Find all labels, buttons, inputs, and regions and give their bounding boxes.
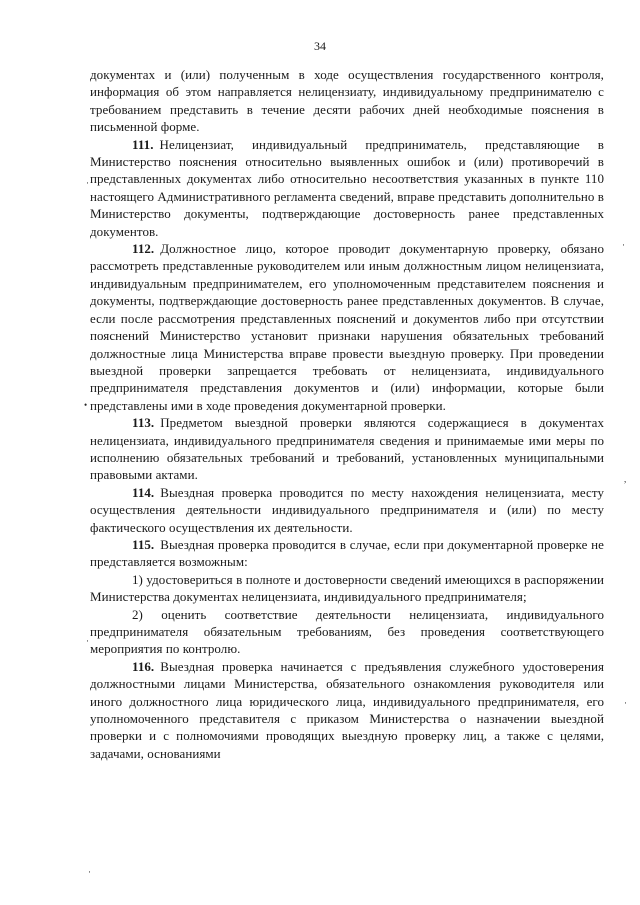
paragraph-text: Выездная проверка проводится по месту нахождения нелицензиата, месту осуществления деятельности индивидуального предпринимателя и (или) по месту фактического осуществления их деятельности. bbox=[90, 484, 604, 535]
list-item-2 bbox=[90, 606, 604, 658]
paragraph-113 bbox=[90, 414, 604, 484]
paragraph-116 bbox=[90, 658, 604, 762]
scan-speck: · bbox=[86, 636, 89, 646]
paragraph-text: 1) удостовериться в полноте и достоверности сведений имеющихся в распоряжении Министерства документах нелицензиата, индивидуального предпринимателя; bbox=[90, 571, 604, 605]
paragraph-112 bbox=[90, 240, 604, 414]
paragraph-text: 2) оценить соответствие деятельности нелицензиата, индивидуального предпринимателя обязательным требованиям, без проведения соответствующего мероприятия по контролю. bbox=[90, 606, 604, 657]
scan-speck: · bbox=[624, 698, 627, 708]
paragraph-text: Должностное лицо, которое проводит документарную проверку, обязано рассмотреть представленные руководителем или иным должностным лицом нелицензиата, индивидуальным предпринимателем, его уполномоченным представителем пояснения и документы, подтверждающие достоверность ранее представленных документов. В случае, если после рассмотрения представленных пояснений и документов либо при отсутствии пояснений Министерство установит признаки нарушения обязательных требований должностные лица Министерства вправе провести выездную проверку. При проведении выездной проверки запрещается требовать от нелицензиата, индивидуального предпринимателя представления документов и (или) информации, которые были представлены ими в ходе проведения документарной проверки. bbox=[90, 241, 604, 413]
paragraph-114 bbox=[90, 484, 604, 536]
scan-speck: · bbox=[86, 178, 89, 188]
paragraph-115 bbox=[90, 536, 604, 571]
scan-speck: , bbox=[624, 474, 627, 484]
paragraph-number: 116. bbox=[132, 658, 155, 674]
paragraph-text: Выездная проверка начинается с предъявления служебного удостоверения должностными лицами Министерства, обязательного ознакомления руководителя или иного должностного лица юридического лица, индивидуального предпринимателя, его уполномоченного представителя с приказом Министерства о назначении выездной проверки и с полномочиями проводящих выездную проверку лиц, а также с целями, задачами, основаниями bbox=[90, 658, 604, 761]
paragraph-text: Предметом выездной проверки являются содержащиеся в документах нелицензиата, индивидуального предпринимателя сведения и принимаемые ими меры по исполнению обязательных требований и требований, установленных муниципальными правовыми актами. bbox=[90, 415, 604, 483]
document-body bbox=[90, 66, 604, 762]
paragraph-111 bbox=[90, 136, 604, 240]
scan-speck: · bbox=[622, 240, 625, 250]
paragraph-number: 111. bbox=[132, 136, 154, 152]
paragraph-number: 115. bbox=[132, 536, 155, 552]
paragraph-continuation bbox=[90, 66, 604, 136]
scan-speck: • bbox=[84, 400, 88, 410]
paragraph-number: 112. bbox=[132, 241, 155, 257]
page-number: 34 bbox=[314, 39, 326, 53]
paragraph-text: Нелицензиат, индивидуальный предприниматель, представляющие в Министерство пояснения относительно выявленных ошибок и (или) противоречий в представленных документах либо относительно несоответствия указанных в пункте 110 настоящего Административного регламента сведений, вправе представить дополнительно в Министерство документы, подтверждающие достоверность ранее представленных документов. bbox=[90, 136, 604, 239]
list-item-1 bbox=[90, 571, 604, 606]
paragraph-text: Выездная проверка проводится в случае, если при документарной проверке не представляется возможным: bbox=[90, 536, 604, 570]
scan-speck: · bbox=[88, 867, 91, 877]
paragraph-number: 113. bbox=[132, 415, 155, 431]
paragraph-number: 114. bbox=[132, 484, 155, 500]
paragraph-text: документах и (или) полученным в ходе осуществления государственного контроля, информация об этом направляется нелицензиату, индивидуальному предпринимателю с требованием представить в течение десяти рабочих дней необходимые пояснения в письменной форме. bbox=[90, 67, 604, 135]
